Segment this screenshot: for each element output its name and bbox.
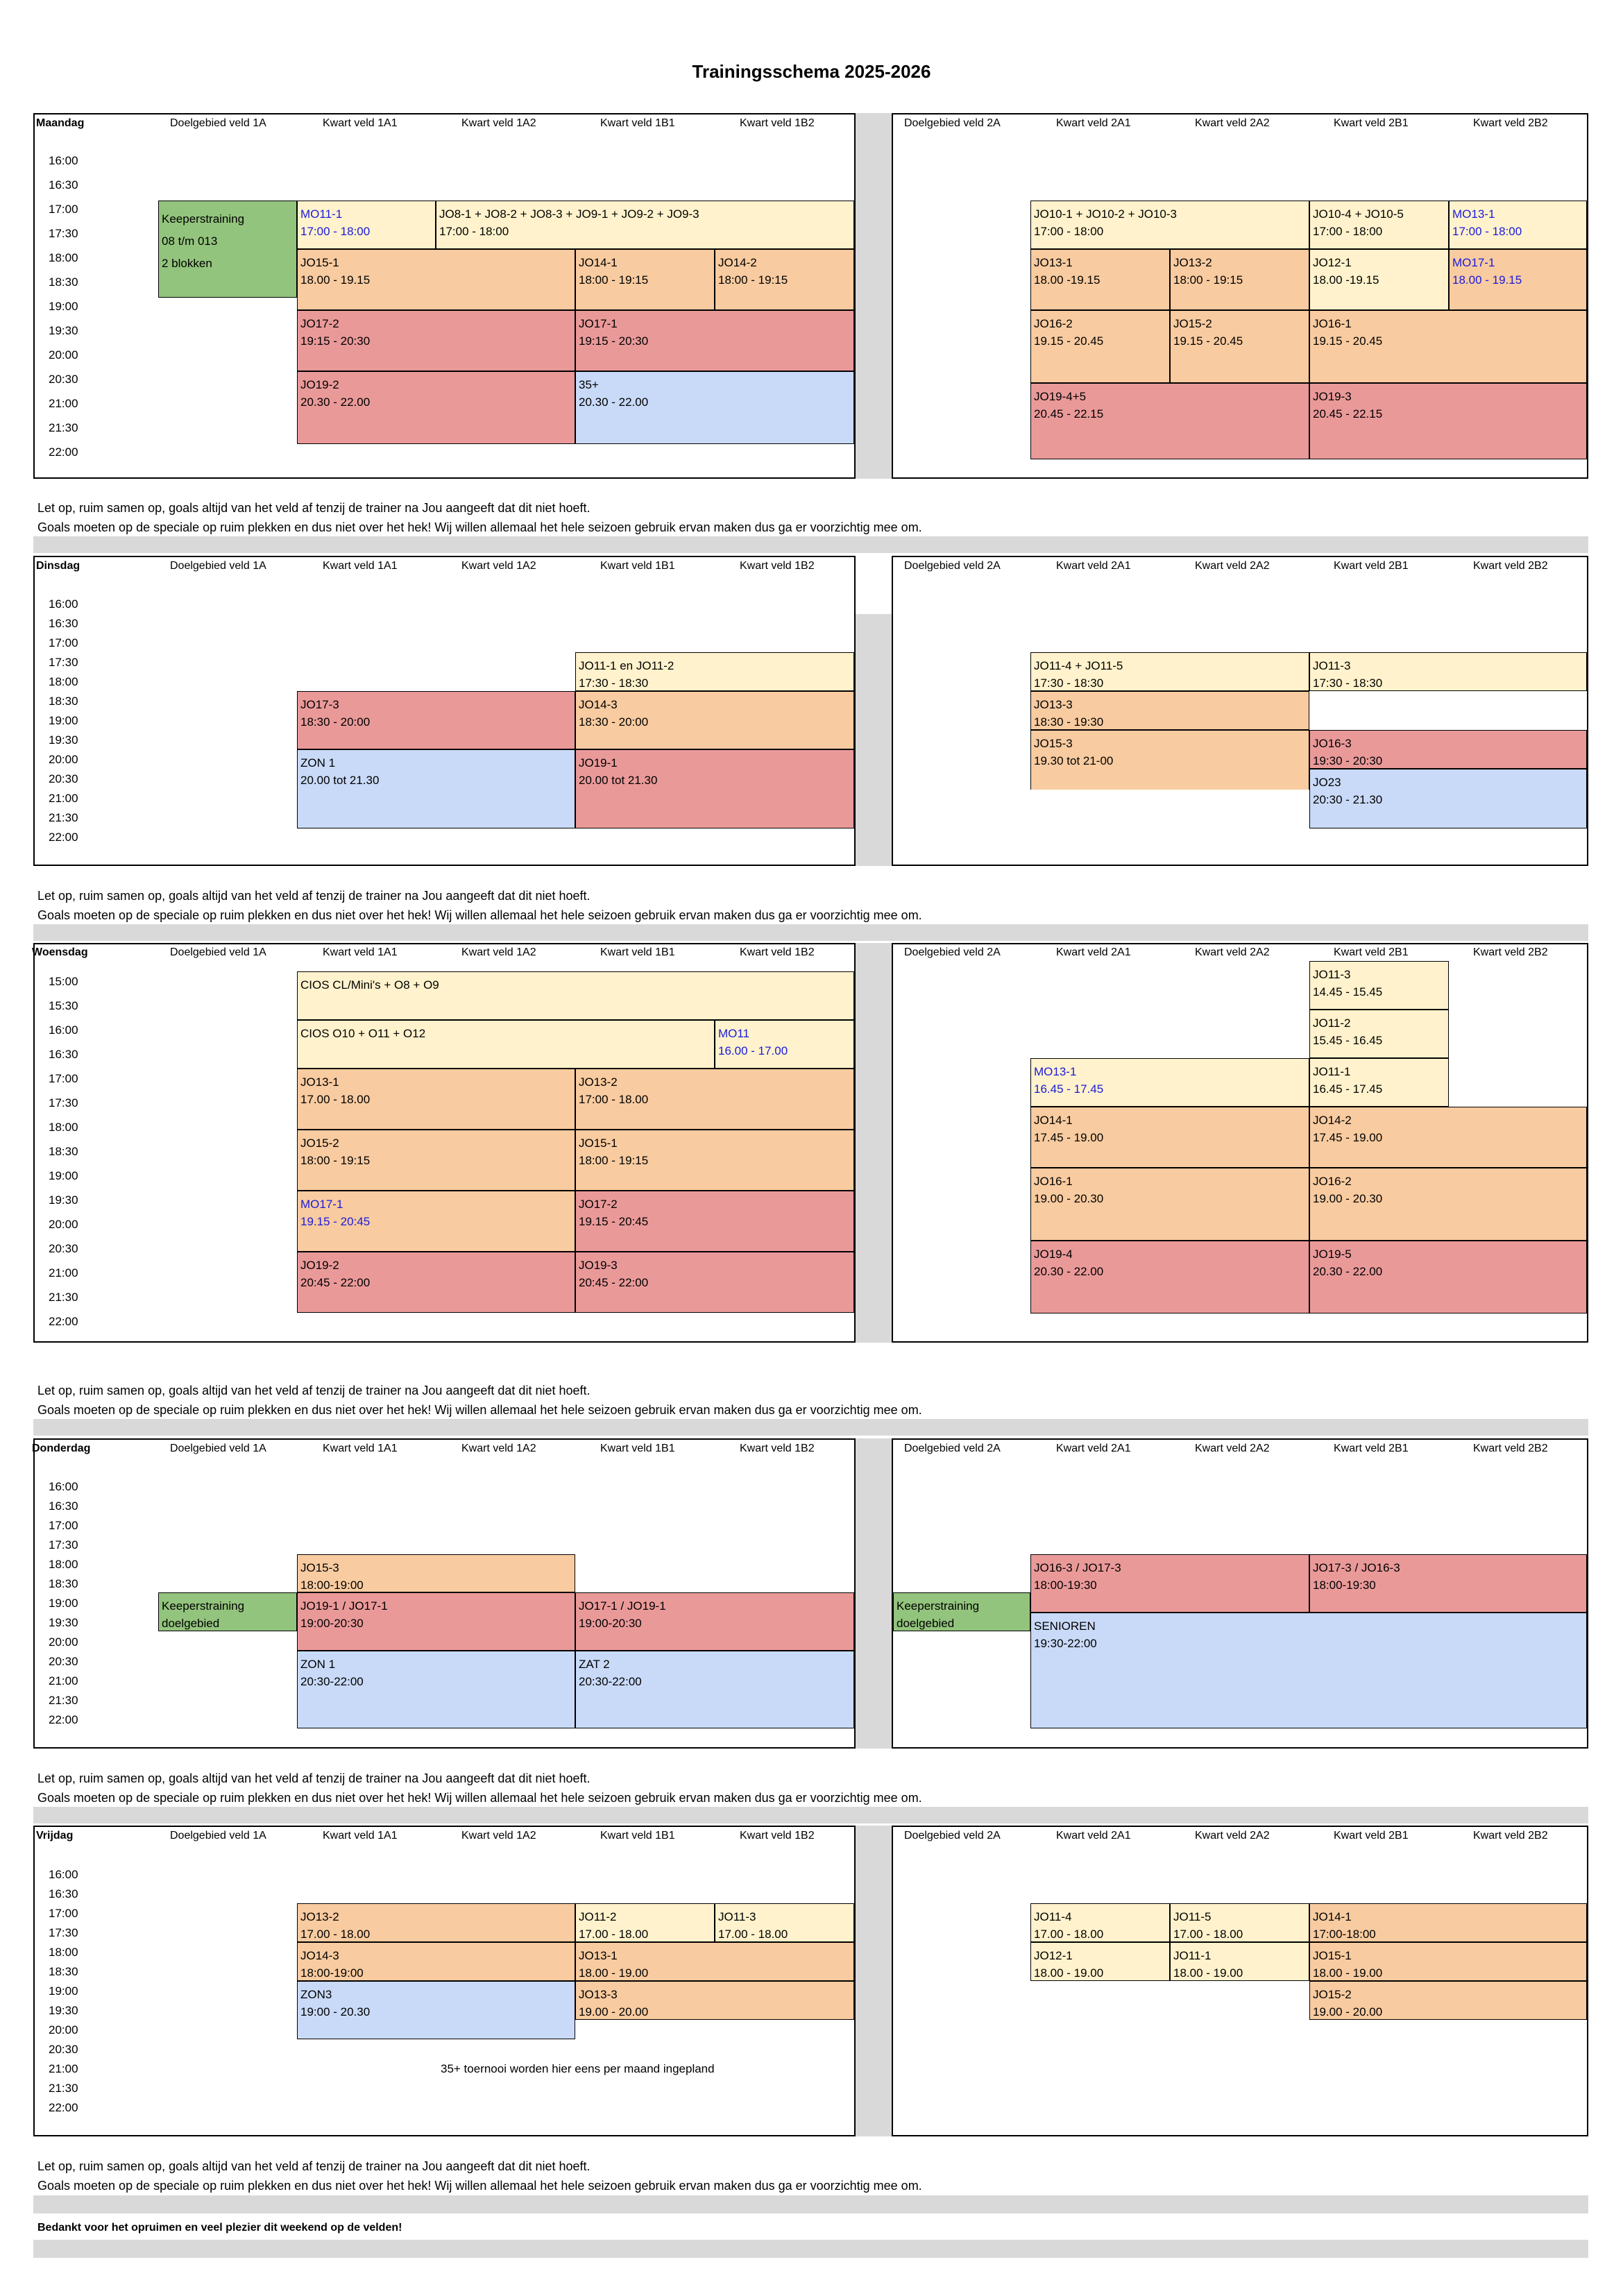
schedule-block: JO12-1 18.00 -19.15 <box>1309 249 1449 310</box>
time-label: 17:00 <box>49 203 78 216</box>
time-label: 17:30 <box>49 227 78 240</box>
schedule-block: JO16-1 19.00 - 20.30 <box>1030 1168 1309 1241</box>
time-label: 19:00 <box>49 1984 78 1998</box>
time-label: 16:00 <box>49 1023 78 1037</box>
time-label: 21:00 <box>49 2062 78 2075</box>
schedule-block: MO11-1 17:00 - 18:00 <box>297 201 436 249</box>
time-label: 19:30 <box>49 2004 78 2017</box>
schedule-block: JO17-2 19.15 - 20:45 <box>575 1191 854 1252</box>
separator-dinsdag <box>856 614 892 866</box>
schedule-block: JO19-3 20:45 - 22:00 <box>575 1252 854 1313</box>
time-label: 20:00 <box>49 2023 78 2036</box>
schedule-block: JO11-1 18.00 - 19.00 <box>1170 1942 1309 1981</box>
time-label: 20:00 <box>49 753 78 766</box>
column-header: Kwart veld 2A1 <box>1056 117 1131 129</box>
time-label: 18:30 <box>49 1145 78 1158</box>
schedule-block: CIOS CL/Mini's + O8 + O9 <box>297 971 854 1020</box>
time-label: 17:30 <box>49 1538 78 1551</box>
schedule-block: JO19-3 20.45 - 22.15 <box>1309 383 1587 459</box>
schedule-block: MO13-1 16.45 - 17.45 <box>1030 1058 1309 1107</box>
schedule-block: JO19-2 20.30 - 22.00 <box>297 371 575 444</box>
day-label-woensdag: Woensdag <box>32 946 88 958</box>
schedule-block: JO11-3 14.45 - 15.45 <box>1309 961 1449 1010</box>
schedule-block: JO14-2 17.45 - 19.00 <box>1309 1107 1587 1168</box>
cleanup-note: Let op, ruim samen op, goals altijd van het veld af tenzij de trainer na Jou aangeeft dat dit niet hoeft. Goals moeten op de speciale op ruim plekken en dus niet over het hek! Wij willen allemaal het hele seizoen gebruik ervan maken dus ga er voorzichtig mee om. <box>37 1384 922 1417</box>
page-title: Trainingsschema 2025-2026 <box>692 61 931 82</box>
schedule-block: JO12-1 18.00 - 19.00 <box>1030 1942 1170 1981</box>
schedule-block: JO15-1 18.00 - 19.00 <box>1309 1942 1587 1981</box>
schedule-block: JO13-3 18:30 - 19:30 <box>1030 691 1309 730</box>
time-label: 17:30 <box>49 1926 78 1939</box>
column-header: Kwart veld 1A1 <box>323 560 398 572</box>
schedule-block: JO19-2 20:45 - 22:00 <box>297 1252 575 1313</box>
schedule-block: JO13-1 18.00 - 19.00 <box>575 1942 854 1981</box>
schedule-block: JO13-3 19.00 - 20.00 <box>575 1981 854 2020</box>
time-label: 21:30 <box>49 1694 78 1707</box>
separator-vrijdag <box>856 1826 892 2136</box>
day-divider <box>33 536 1588 553</box>
schedule-block: JO15-2 19.00 - 20.00 <box>1309 1981 1587 2020</box>
schedule-block: MO11 16.00 - 17.00 <box>715 1020 854 1069</box>
time-label: 21:30 <box>49 2082 78 2095</box>
day-divider <box>33 1807 1588 1823</box>
column-header: Kwart veld 1A2 <box>461 117 536 129</box>
schedule-block: JO16-2 19.15 - 20.45 <box>1030 310 1170 383</box>
time-label: 18:00 <box>49 251 78 264</box>
column-header: Kwart veld 2A2 <box>1195 560 1270 572</box>
schedule-block: JO23 20:30 - 21.30 <box>1309 769 1587 828</box>
time-label: 17:30 <box>49 1096 78 1109</box>
time-label: 21:00 <box>49 1266 78 1279</box>
column-header: Kwart veld 2B2 <box>1473 1830 1548 1842</box>
column-header: Kwart veld 1B2 <box>740 1830 815 1842</box>
schedule-block: JO14-3 18:30 - 20:00 <box>575 691 854 749</box>
cleanup-note: Let op, ruim samen op, goals altijd van het veld af tenzij de trainer na Jou aangeeft dat dit niet hoeft. Goals moeten op de speciale op ruim plekken en dus niet over het hek! Wij willen allemaal het hele seizoen gebruik ervan maken dus ga er voorzichtig mee om. <box>37 501 922 534</box>
time-label: 19:30 <box>49 1193 78 1207</box>
schedule-block: JO10-1 + JO10-2 + JO10-3 17:00 - 18:00 <box>1030 201 1309 249</box>
day-label-dinsdag: Dinsdag <box>36 560 80 572</box>
column-header: Kwart veld 1B1 <box>600 117 675 129</box>
schedule-block: JO13-2 17:00 - 18.00 <box>575 1069 854 1130</box>
schedule-block: JO15-1 18:00 - 19:15 <box>575 1130 854 1191</box>
schedule-block: JO16-3 / JO17-3 18:00-19:30 <box>1030 1554 1309 1613</box>
column-header: Kwart veld 2A2 <box>1195 117 1270 129</box>
column-header: Kwart veld 2A2 <box>1195 946 1270 958</box>
time-label: 17:00 <box>49 1519 78 1532</box>
schedule-block: JO19-4+5 20.45 - 22.15 <box>1030 383 1309 459</box>
time-label: 18:30 <box>49 1577 78 1590</box>
day-divider <box>33 2195 1588 2213</box>
column-header: Kwart veld 2B2 <box>1473 560 1548 572</box>
time-label: 18:00 <box>49 1558 78 1571</box>
column-header: Kwart veld 2B2 <box>1473 1443 1548 1454</box>
column-header: Kwart veld 2B2 <box>1473 946 1548 958</box>
time-label: 18:00 <box>49 1121 78 1134</box>
time-label: 21:30 <box>49 811 78 824</box>
schedule-block: JO15-3 18:00-19:00 <box>297 1554 575 1592</box>
separator-woensdag <box>856 943 892 1343</box>
schedule-block: CIOS O10 + O11 + O12 <box>297 1020 715 1069</box>
time-label: 19:00 <box>49 714 78 727</box>
schedule-block: ZON 1 20:30-22:00 <box>297 1651 575 1728</box>
time-label: 16:00 <box>49 597 78 611</box>
time-label: 21:30 <box>49 1291 78 1304</box>
schedule-block: MO17-1 18.00 - 19.15 <box>1449 249 1587 310</box>
schedule-block: JO10-4 + JO10-5 17:00 - 18:00 <box>1309 201 1449 249</box>
column-header: Doelgebied veld 2A <box>904 1830 1001 1842</box>
column-header: Kwart veld 1A2 <box>461 946 536 958</box>
schedule-block: SENIOREN 19:30-22:00 <box>1030 1613 1587 1728</box>
separator-maandag <box>856 113 892 479</box>
column-header: Kwart veld 2B1 <box>1334 560 1409 572</box>
schedule-block: JO14-1 17.45 - 19.00 <box>1030 1107 1309 1168</box>
time-label: 16:30 <box>49 1887 78 1900</box>
schedule-block: JO14-1 17:00-18:00 <box>1309 1903 1587 1942</box>
time-label: 15:00 <box>49 975 78 988</box>
column-header: Kwart veld 2B1 <box>1334 946 1409 958</box>
schedule-block: JO15-2 18:00 - 19:15 <box>297 1130 575 1191</box>
schedule-block: JO14-2 18:00 - 19:15 <box>715 249 854 310</box>
column-header: Kwart veld 1A2 <box>461 1443 536 1454</box>
column-header: Kwart veld 1B1 <box>600 1830 675 1842</box>
time-label: 19:30 <box>49 324 78 337</box>
time-label: 18:30 <box>49 275 78 289</box>
column-header: Doelgebied veld 1A <box>170 560 266 572</box>
column-header: Kwart veld 2A1 <box>1056 1830 1131 1842</box>
time-label: 22:00 <box>49 445 78 459</box>
schedule-block: JO13-2 18:00 - 19:15 <box>1170 249 1309 310</box>
schedule-block: ZAT 2 20:30-22:00 <box>575 1651 854 1728</box>
time-label: 20:30 <box>49 2043 78 2056</box>
schedule-block: ZON 1 20.00 tot 21.30 <box>297 749 575 828</box>
column-header: Kwart veld 1A1 <box>323 946 398 958</box>
schedule-block: ZON3 19:00 - 20.30 <box>297 1981 575 2039</box>
time-label: 20:00 <box>49 1218 78 1231</box>
separator-donderdag <box>856 1438 892 1749</box>
column-header: Kwart veld 2B1 <box>1334 117 1409 129</box>
time-label: 16:30 <box>49 617 78 630</box>
schedule-block: JO11-1 16.45 - 17.45 <box>1309 1058 1449 1107</box>
time-label: 19:00 <box>49 300 78 313</box>
schedule-block: JO17-3 / JO16-3 18:00-19:30 <box>1309 1554 1587 1613</box>
schedule-block: JO13-1 18.00 -19.15 <box>1030 249 1170 310</box>
time-label: 20:30 <box>49 1655 78 1668</box>
footer-bar <box>33 2240 1588 2258</box>
day-label-donderdag: Donderdag <box>32 1443 91 1454</box>
column-header: Kwart veld 2B2 <box>1473 117 1548 129</box>
column-header: Kwart veld 1B1 <box>600 560 675 572</box>
column-header: Doelgebied veld 1A <box>170 1830 266 1842</box>
column-header: Kwart veld 1B2 <box>740 117 815 129</box>
tournament-note: 35+ toernooi worden hier eens per maand ingepland <box>441 2062 715 2075</box>
schedule-block: JO13-2 17.00 - 18.00 <box>297 1903 575 1942</box>
time-label: 17:00 <box>49 636 78 649</box>
time-label: 19:30 <box>49 1616 78 1629</box>
day-label-maandag: Maandag <box>36 117 85 129</box>
column-header: Kwart veld 1B2 <box>740 1443 815 1454</box>
day-label-vrijdag: Vrijdag <box>36 1830 74 1842</box>
schedule-block: JO16-2 19.00 - 20.30 <box>1309 1168 1587 1241</box>
time-label: 16:00 <box>49 1868 78 1881</box>
time-label: 17:30 <box>49 656 78 669</box>
schedule-block: JO19-4 20.30 - 22.00 <box>1030 1241 1309 1313</box>
schedule-block: JO11-3 17:30 - 18:30 <box>1309 652 1587 691</box>
column-header: Kwart veld 2A1 <box>1056 1443 1131 1454</box>
schedule-block: 35+ 20.30 - 22.00 <box>575 371 854 444</box>
schedule-block: Keeperstraining 08 t/m 013 2 blokken <box>158 201 297 298</box>
time-label: 17:00 <box>49 1907 78 1920</box>
cleanup-note: Let op, ruim samen op, goals altijd van het veld af tenzij de trainer na Jou aangeeft dat dit niet hoeft. Goals moeten op de speciale op ruim plekken en dus niet over het hek! Wij willen allemaal het hele seizoen gebruik ervan maken dus ga er voorzichtig mee om. <box>37 889 922 922</box>
time-label: 16:30 <box>49 1048 78 1061</box>
column-header: Kwart veld 2A2 <box>1195 1830 1270 1842</box>
time-label: 19:00 <box>49 1169 78 1182</box>
schedule-block: JO14-1 18:00 - 19:15 <box>575 249 715 310</box>
time-label: 19:30 <box>49 733 78 747</box>
schedule-block: JO8-1 + JO8-2 + JO8-3 + JO9-1 + JO9-2 + JO9-3 17:00 - 18:00 <box>436 201 854 249</box>
schedule-block: JO11-5 17.00 - 18.00 <box>1170 1903 1309 1942</box>
time-label: 20:30 <box>49 373 78 386</box>
time-label: 21:30 <box>49 421 78 434</box>
schedule-block: JO16-3 19:30 - 20:30 <box>1309 730 1587 769</box>
column-header: Kwart veld 1B1 <box>600 1443 675 1454</box>
column-header: Doelgebied veld 1A <box>170 946 266 958</box>
column-header: Doelgebied veld 1A <box>170 117 266 129</box>
column-header: Doelgebied veld 2A <box>904 560 1001 572</box>
schedule-block: JO15-3 19.30 tot 21-00 <box>1030 730 1309 790</box>
time-label: 16:30 <box>49 1499 78 1513</box>
column-header: Doelgebied veld 2A <box>904 1443 1001 1454</box>
column-header: Kwart veld 1A1 <box>323 1443 398 1454</box>
column-header: Kwart veld 2A1 <box>1056 946 1131 958</box>
column-header: Doelgebied veld 2A <box>904 946 1001 958</box>
time-label: 20:00 <box>49 1635 78 1649</box>
schedule-block: JO11-1 en JO11-2 17:30 - 18:30 <box>575 652 854 691</box>
column-header: Doelgebied veld 1A <box>170 1443 266 1454</box>
time-label: 19:00 <box>49 1597 78 1610</box>
time-label: 18:30 <box>49 1965 78 1978</box>
column-header: Kwart veld 1A1 <box>323 117 398 129</box>
column-header: Kwart veld 1A2 <box>461 560 536 572</box>
schedule-block: JO17-1 / JO19-1 19:00-20:30 <box>575 1592 854 1651</box>
column-header: Kwart veld 1A1 <box>323 1830 398 1842</box>
schedule-block: JO11-2 17.00 - 18.00 <box>575 1903 715 1942</box>
column-header: Kwart veld 2A1 <box>1056 560 1131 572</box>
schedule-block: JO13-1 17.00 - 18.00 <box>297 1069 575 1130</box>
schedule-block: JO16-1 19.15 - 20.45 <box>1309 310 1587 383</box>
cleanup-note: Let op, ruim samen op, goals altijd van het veld af tenzij de trainer na Jou aangeeft dat dit niet hoeft. Goals moeten op de speciale op ruim plekken en dus niet over het hek! Wij willen allemaal het hele seizoen gebruik ervan maken dus ga er voorzichtig mee om. <box>37 2159 922 2193</box>
schedule-block: JO11-3 17.00 - 18.00 <box>715 1903 854 1942</box>
schedule-block: JO19-1 20.00 tot 21.30 <box>575 749 854 828</box>
column-header: Kwart veld 1B1 <box>600 946 675 958</box>
schedule-block: JO14-3 18:00-19:00 <box>297 1942 575 1981</box>
schedule-block: JO11-2 15.45 - 16.45 <box>1309 1010 1449 1058</box>
cleanup-note: Let op, ruim samen op, goals altijd van het veld af tenzij de trainer na Jou aangeeft dat dit niet hoeft. Goals moeten op de speciale op ruim plekken en dus niet over het hek! Wij willen allemaal het hele seizoen gebruik ervan maken dus ga er voorzichtig mee om. <box>37 1771 922 1805</box>
time-label: 20:30 <box>49 1242 78 1255</box>
schedule-block: MO17-1 19.15 - 20:45 <box>297 1191 575 1252</box>
schedule-block: Keeperstraining doelgebied <box>893 1592 1030 1631</box>
schedule-block: JO17-2 19:15 - 20:30 <box>297 310 575 371</box>
time-label: 21:00 <box>49 1674 78 1687</box>
day-divider <box>33 1419 1588 1436</box>
time-label: 21:00 <box>49 397 78 410</box>
time-label: 15:30 <box>49 999 78 1012</box>
column-header: Kwart veld 1A2 <box>461 1830 536 1842</box>
schedule-block: Keeperstraining doelgebied <box>158 1592 297 1631</box>
column-header: Kwart veld 2B1 <box>1334 1443 1409 1454</box>
time-label: 20:30 <box>49 772 78 785</box>
schedule-block: JO11-4 + JO11-5 17:30 - 18:30 <box>1030 652 1309 691</box>
schedule-block: JO15-2 19.15 - 20.45 <box>1170 310 1309 383</box>
time-label: 18:30 <box>49 695 78 708</box>
time-label: 17:00 <box>49 1072 78 1085</box>
schedule-block: JO19-5 20.30 - 22.00 <box>1309 1241 1587 1313</box>
column-header: Kwart veld 2B1 <box>1334 1830 1409 1842</box>
column-header: Kwart veld 1B2 <box>740 946 815 958</box>
time-label: 18:00 <box>49 1946 78 1959</box>
time-label: 16:00 <box>49 1480 78 1493</box>
time-label: 20:00 <box>49 348 78 362</box>
schedule-block: JO17-1 19:15 - 20:30 <box>575 310 854 371</box>
column-header: Doelgebied veld 2A <box>904 117 1001 129</box>
schedule-block: MO13-1 17:00 - 18:00 <box>1449 201 1587 249</box>
time-label: 16:00 <box>49 154 78 167</box>
footer-thanks: Bedankt voor het opruimen en veel plezier dit weekend op de velden! <box>37 2222 402 2234</box>
column-header: Kwart veld 2A2 <box>1195 1443 1270 1454</box>
schedule-block: JO19-1 / JO17-1 19:00-20:30 <box>297 1592 575 1651</box>
schedule-block: JO17-3 18:30 - 20:00 <box>297 691 575 749</box>
schedule-block: JO15-1 18.00 - 19.15 <box>297 249 575 310</box>
time-label: 22:00 <box>49 1713 78 1726</box>
time-label: 21:00 <box>49 792 78 805</box>
time-label: 22:00 <box>49 2101 78 2114</box>
time-label: 22:00 <box>49 831 78 844</box>
schedule-block: JO11-4 17.00 - 18.00 <box>1030 1903 1170 1942</box>
day-divider <box>33 924 1588 941</box>
time-label: 22:00 <box>49 1315 78 1328</box>
time-label: 18:00 <box>49 675 78 688</box>
column-header: Kwart veld 1B2 <box>740 560 815 572</box>
time-label: 16:30 <box>49 178 78 192</box>
